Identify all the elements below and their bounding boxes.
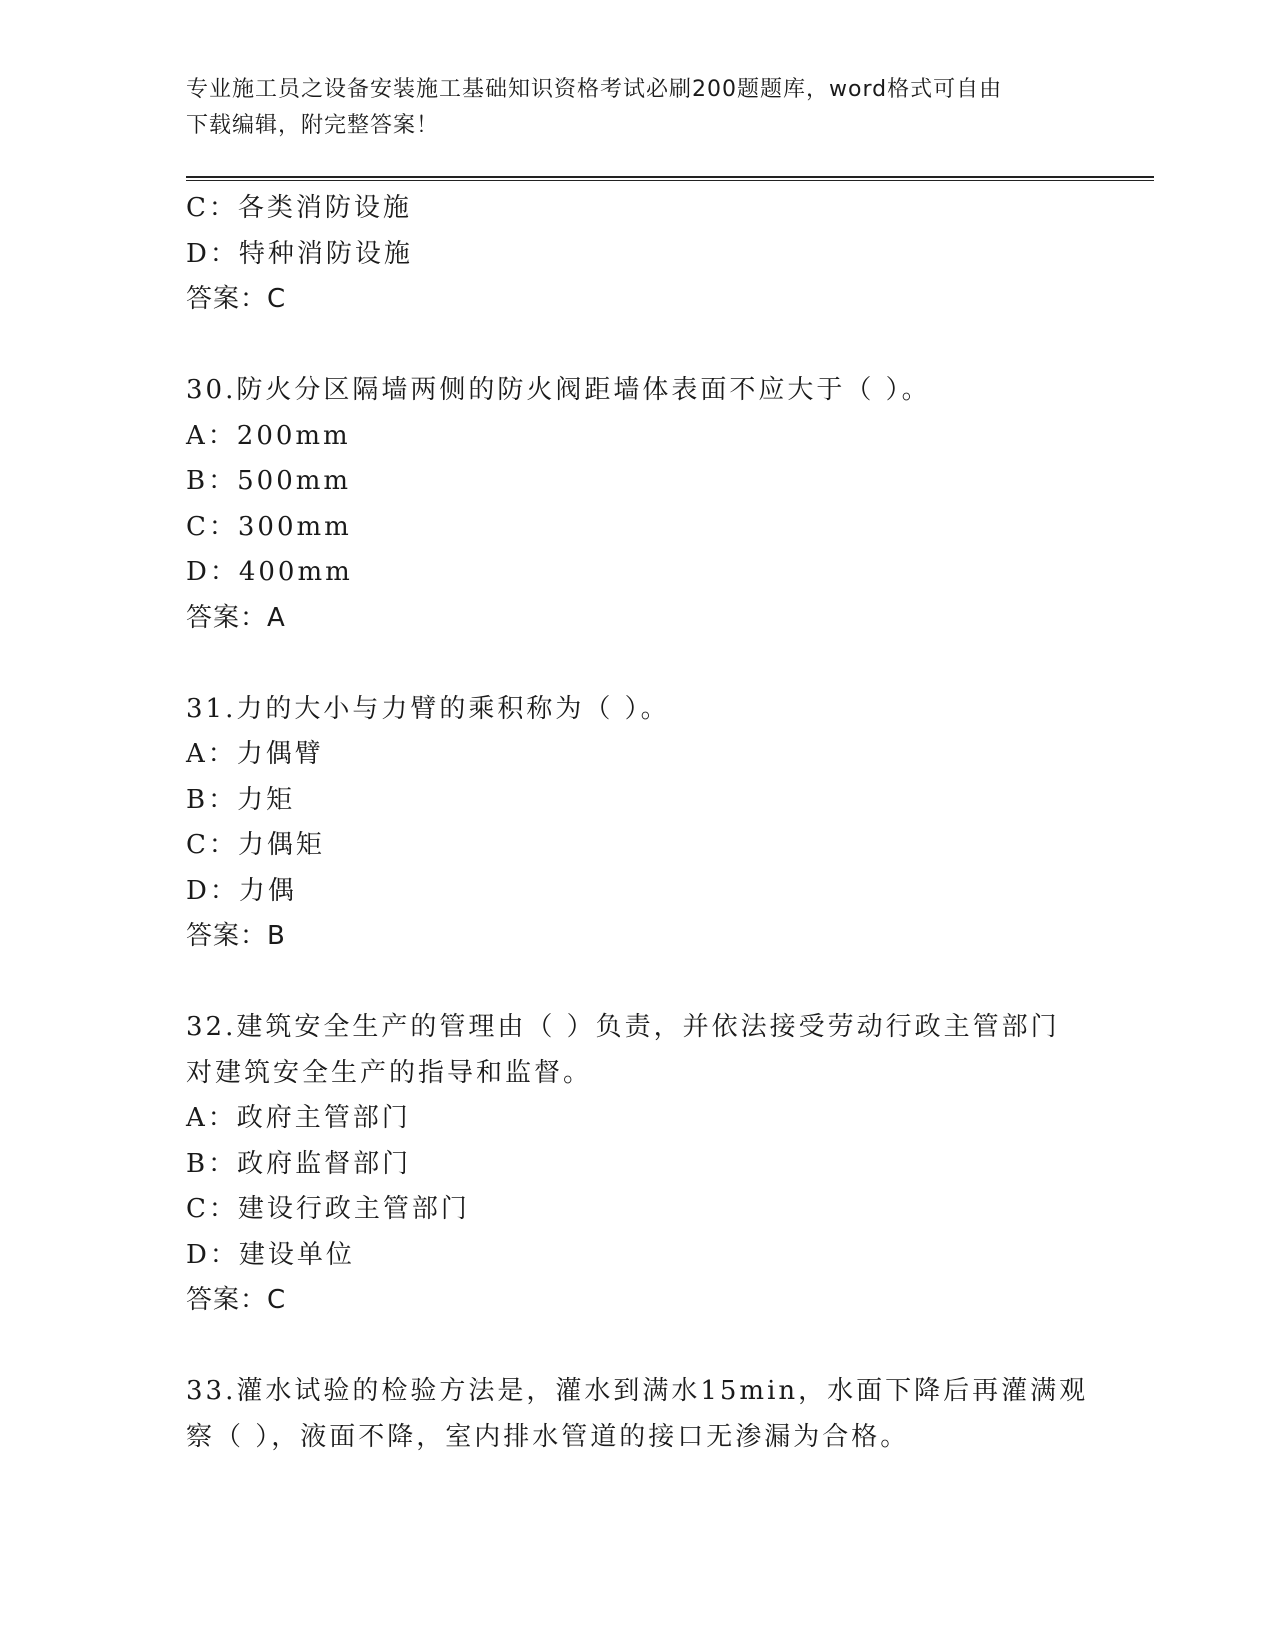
question-block-31 xyxy=(186,687,1086,960)
question-text-line-1: 32.建筑安全生产的管理由（ ）负责，并依法接受劳动行政主管部门 xyxy=(186,1012,1060,1042)
document-body xyxy=(186,186,1089,1460)
header-line-2: 下载编辑，附完整答案！ xyxy=(186,113,440,138)
option-d: D：400mm xyxy=(186,557,353,587)
spacer xyxy=(186,641,1086,687)
page-header xyxy=(186,72,1066,144)
question-block-29 xyxy=(186,186,1086,323)
option-b: B：政府监督部门 xyxy=(186,1148,412,1179)
option-c: C：300mm xyxy=(186,511,352,542)
option-d: D：特种消防设施 xyxy=(186,238,413,269)
option-c: C：各类消防设施 xyxy=(186,193,412,223)
spacer xyxy=(186,1324,1086,1370)
option-b: B：力矩 xyxy=(186,784,296,815)
question-text-line-2: 察（ ），液面不降，室内排水管道的接口无渗漏为合格。 xyxy=(186,1421,910,1452)
option-c: C：力偶矩 xyxy=(186,830,325,860)
option-a: A：政府主管部门 xyxy=(186,1103,411,1133)
spacer xyxy=(186,960,1086,1006)
option-c: C：建设行政主管部门 xyxy=(186,1194,470,1224)
spacer xyxy=(186,323,1086,369)
answer: 答案：A xyxy=(186,602,286,633)
option-a: A：力偶臂 xyxy=(186,739,324,769)
question-block-33 xyxy=(186,1369,1089,1460)
question-text-line-1: 33.灌水试验的检验方法是，灌水到满水15min，水面下降后再灌满观 xyxy=(186,1376,1089,1406)
answer: 答案：C xyxy=(186,284,287,314)
answer: 答案：C xyxy=(186,1285,287,1315)
option-d: D：建设单位 xyxy=(186,1239,355,1270)
option-b: B：500mm xyxy=(186,466,352,496)
question-text: 31.力的大小与力臂的乘积称为（ ）。 xyxy=(186,693,670,724)
option-a: A：200mm xyxy=(186,420,351,451)
question-text: 30.防火分区隔墙两侧的防火阀距墙体表面不应大于（ ）。 xyxy=(186,375,931,405)
header-line-1: 专业施工员之设备安装施工基础知识资格考试必刷200题题库，word格式可自由 xyxy=(186,77,1003,102)
option-d: D：力偶 xyxy=(186,875,297,906)
question-text-line-2: 对建筑安全生产的指导和监督。 xyxy=(186,1057,593,1088)
answer: 答案：B xyxy=(186,921,286,951)
question-block-32 xyxy=(186,1005,1086,1324)
question-block-30 xyxy=(186,368,1086,641)
header-divider xyxy=(186,176,1154,181)
